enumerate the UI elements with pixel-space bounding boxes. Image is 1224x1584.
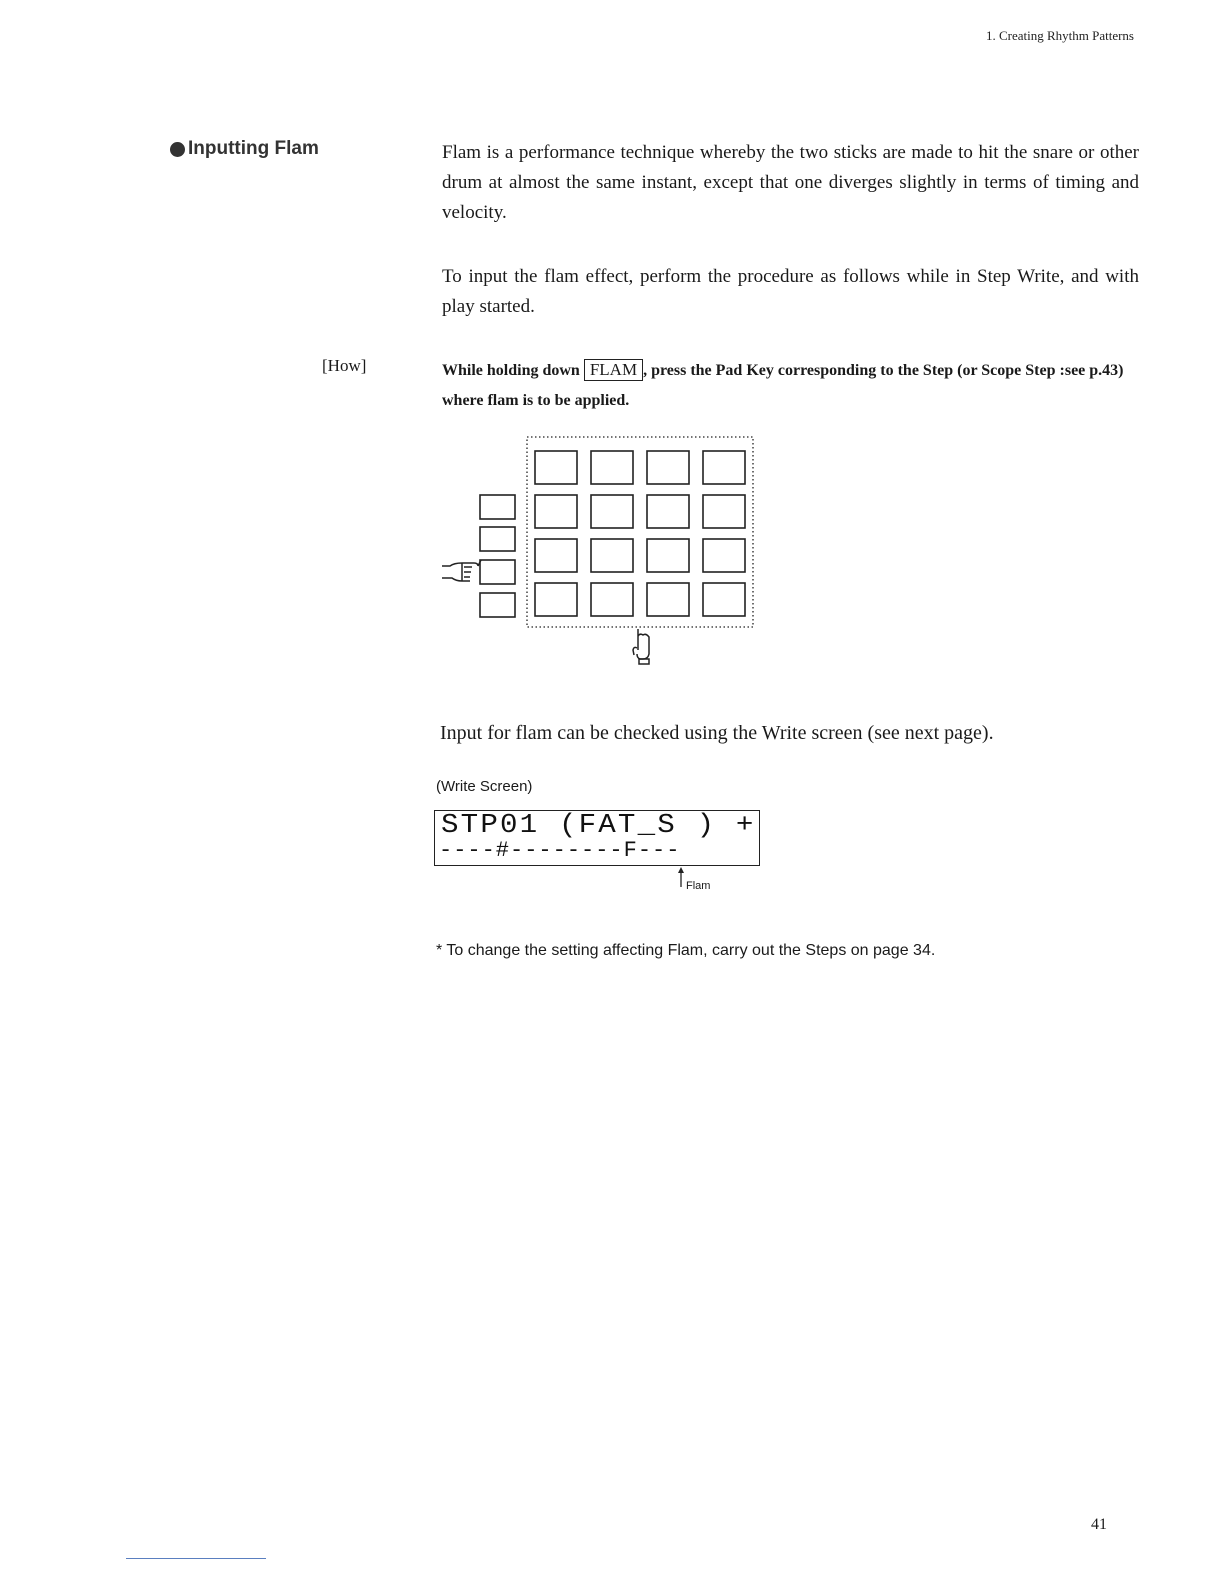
check-sentence: Input for flam can be checked using the Write screen (see next page). — [440, 722, 994, 744]
pointing-hand-left-icon — [442, 560, 481, 581]
pad-key — [647, 583, 689, 616]
pad-key — [535, 451, 577, 484]
pointing-hand-up-icon — [633, 629, 649, 664]
pad-key — [703, 583, 745, 616]
section-heading-text: Inputting Flam — [188, 138, 319, 159]
pad-area-outline — [527, 437, 753, 627]
write-screen-caption: (Write Screen) — [436, 778, 533, 795]
pad-key — [703, 495, 745, 528]
lcd-line-2: ----#--------F--- — [439, 838, 681, 863]
how-text-after: , press the Pad Key corresponding to the Step (or Scope Step :see p.43) where flam is to be applied. — [442, 362, 1124, 409]
intro-paragraph: Flam is a performance technique whereby the two sticks are made to hit the snare or other drum at almost the same instant, except that one diverges slightly in terms of timing and velocity. — [442, 142, 1139, 223]
pad-key — [535, 583, 577, 616]
pad-key — [591, 583, 633, 616]
pad-key — [591, 451, 633, 484]
bullet-icon — [170, 142, 185, 157]
pad-keys — [535, 451, 745, 616]
footer-rule — [126, 1558, 266, 1559]
running-header: 1. Creating Rhythm Patterns — [985, 28, 1134, 43]
pad-key — [647, 539, 689, 572]
pad-key — [591, 495, 633, 528]
pad-key — [591, 539, 633, 572]
pad-key-diagram — [440, 436, 760, 676]
pad-key — [535, 539, 577, 572]
function-keys — [480, 495, 515, 617]
how-label: [How] — [322, 356, 367, 375]
pad-key — [703, 451, 745, 484]
flam-label: Flam — [686, 880, 711, 892]
function-key — [480, 593, 515, 617]
pad-key — [647, 451, 689, 484]
flam-function-key — [480, 560, 515, 584]
pad-key — [703, 539, 745, 572]
page-number: 41 — [1091, 1516, 1107, 1533]
flam-key: FLAM — [584, 359, 643, 381]
how-instruction — [442, 356, 1142, 416]
flam-arrow-icon — [677, 866, 685, 888]
procedure-intro-paragraph: To input the flam effect, perform the procedure as follows while in Step Write, and with play started. — [442, 266, 1139, 317]
section-heading — [170, 138, 319, 160]
pad-key — [535, 495, 577, 528]
function-key — [480, 527, 515, 551]
lcd-line-1: STP01 (FAT_S ) + — [441, 811, 756, 841]
write-screen-lcd — [434, 810, 760, 866]
function-key — [480, 495, 515, 519]
footnote: * To change the setting affecting Flam, carry out the Steps on page 34. — [436, 942, 936, 959]
pad-key — [647, 495, 689, 528]
how-text-before: While holding down — [442, 362, 584, 379]
